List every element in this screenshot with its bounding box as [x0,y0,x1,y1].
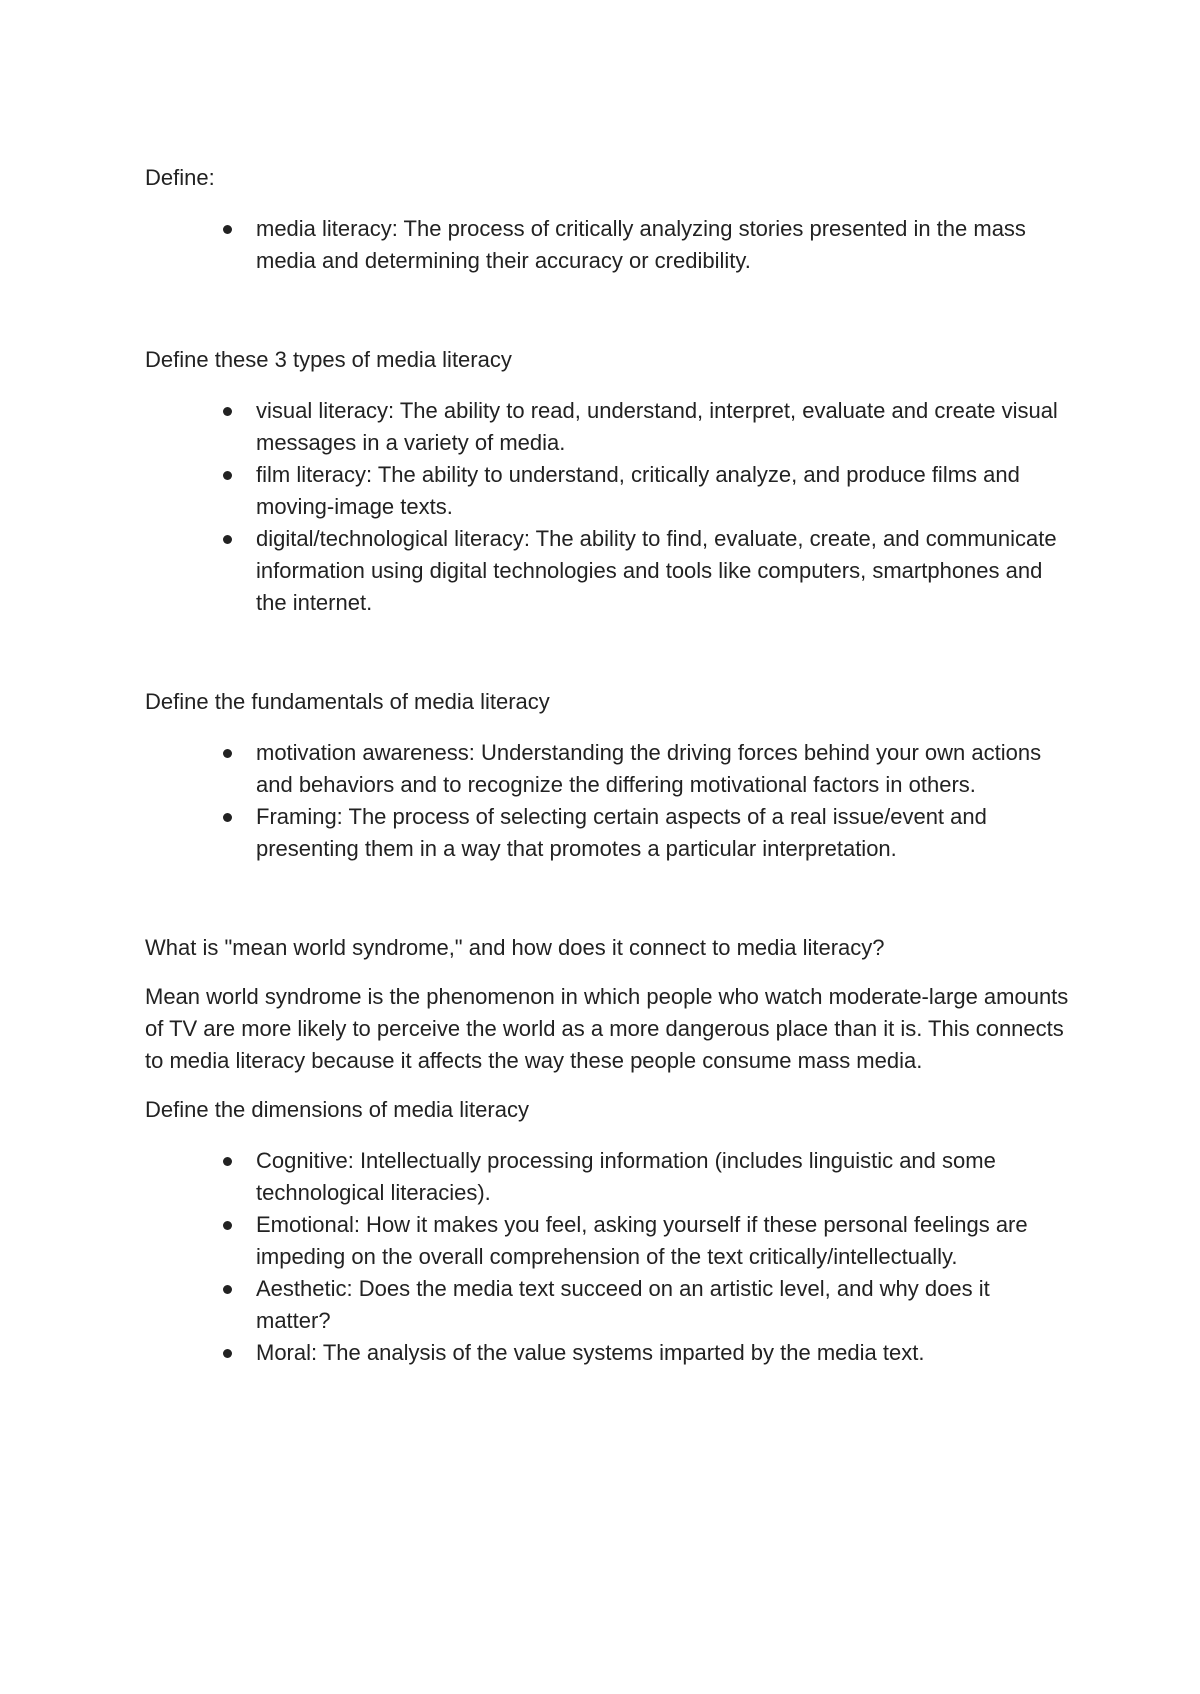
list-item-framing: Framing: The process of selecting certain aspects of a real issue/event and presenting them in a way that promotes a particular interpretation. [256,801,1070,865]
list-item-aesthetic: Aesthetic: Does the media text succeed on an artistic level, and why does it matter? [256,1273,1070,1337]
section-heading-types: Define these 3 types of media literacy [145,347,512,372]
bullet-list-dimensions [145,1145,1070,1369]
section-heading-define: Define: [145,165,215,190]
list-item-film-literacy: film literacy: The ability to understand, critically analyze, and produce films and moving-image texts. [256,459,1070,523]
list-item-visual-literacy: visual literacy: The ability to read, understand, interpret, evaluate and create visual messages in a variety of media. [256,395,1070,459]
bullet-list-fundamentals [145,737,1070,865]
document-page [145,162,1070,1369]
bullet-list-define [145,213,1070,277]
list-item-digital-literacy: digital/technological literacy: The ability to find, evaluate, create, and communicate information using digital technologies and tools like computers, smartphones and the internet. [256,523,1070,619]
section-heading-fundamentals: Define the fundamentals of media literacy [145,689,550,714]
list-item-emotional: Emotional: How it makes you feel, asking yourself if these personal feelings are impeding on the overall comprehension of the text critically/intellectually. [256,1209,1070,1273]
list-item-moral: Moral: The analysis of the value systems imparted by the media text. [256,1337,1070,1369]
list-item-cognitive: Cognitive: Intellectually processing information (includes linguistic and some technological literacies). [256,1145,1070,1209]
list-item-motivation-awareness: motivation awareness: Understanding the driving forces behind your own actions and behaviors and to recognize the differing motivational factors in others. [256,737,1070,801]
list-item-media-literacy: media literacy: The process of critically analyzing stories presented in the mass media and determining their accuracy or credibility. [256,213,1070,277]
bullet-list-types [145,395,1070,619]
section-heading-dimensions: Define the dimensions of media literacy [145,1097,529,1122]
paragraph-mean-world: Mean world syndrome is the phenomenon in which people who watch moderate-large amounts of TV are more likely to perceive the world as a more dangerous place than it is. This connects to media literacy because it affects the way these people consume mass media. [145,984,1069,1073]
section-heading-mean-world: What is "mean world syndrome," and how does it connect to media literacy? [145,935,885,960]
